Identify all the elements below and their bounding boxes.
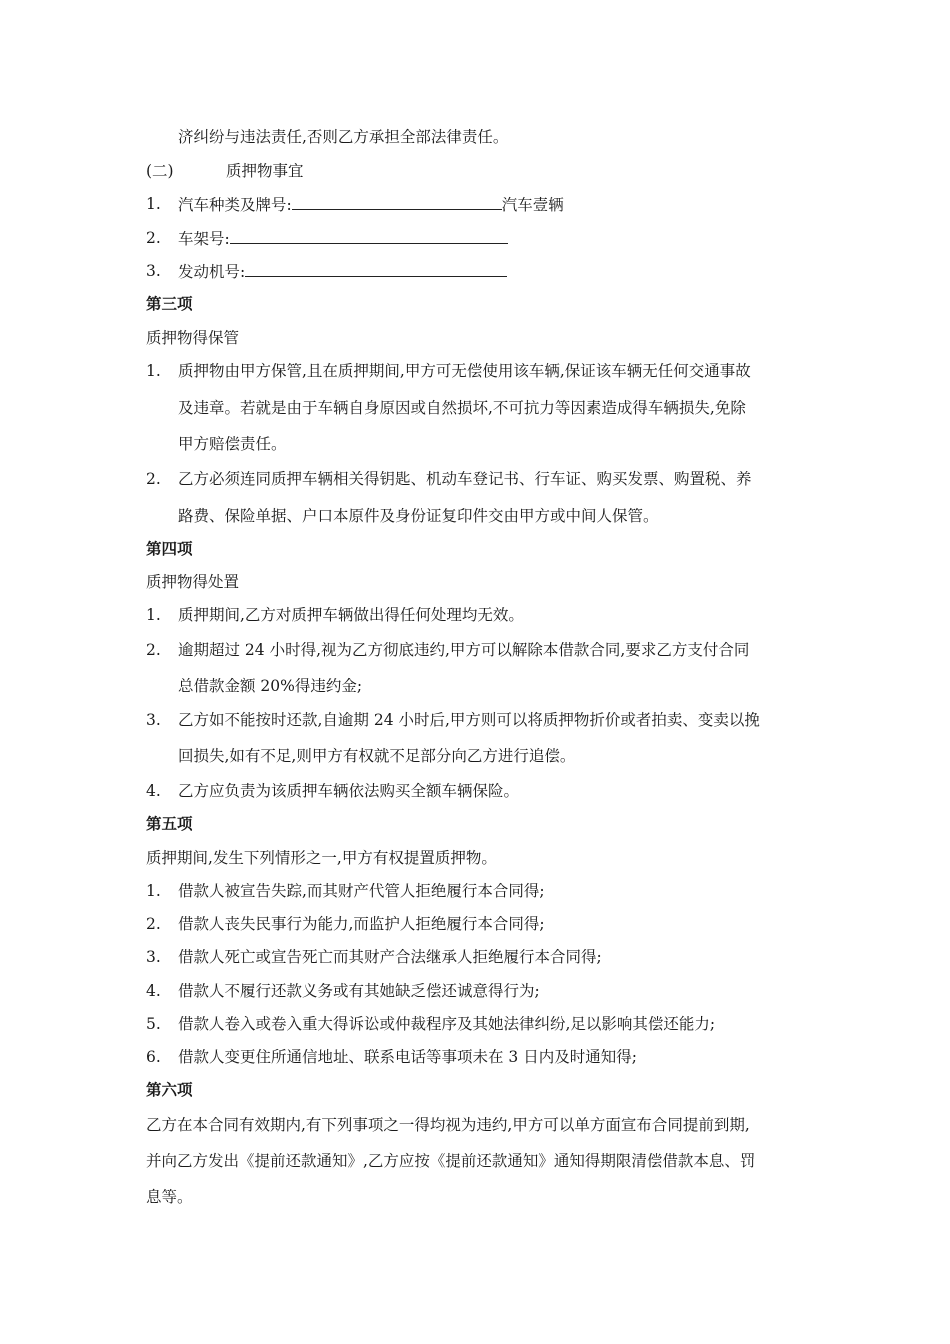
list-text: 乙方应负责为该质押车辆依法购买全额车辆保险。 <box>178 782 520 800</box>
blank-underline <box>245 261 507 277</box>
field-label: 车架号: <box>178 230 230 248</box>
paragraph-continuation: 济纠纷与违法责任,否则乙方承担全部法律责任。 <box>178 128 509 146</box>
paragraph-line: 并向乙方发出《提前还款通知》,乙方应按《提前还款通知》通知得期限清偿借款本息、罚 <box>146 1152 756 1170</box>
paragraph-line: 乙方在本合同有效期内,有下列事项之一得均视为违约,甲方可以单方面宣布合同提前到期, <box>146 1116 750 1134</box>
list-number: 3. <box>146 948 161 966</box>
article-subtitle: 质押期间,发生下列情形之一,甲方有权提置质押物。 <box>146 849 497 867</box>
list-text: 借款人死亡或宣告死亡而其财产合法继承人拒绝履行本合同得; <box>178 948 602 966</box>
list-number: 1. <box>146 362 161 380</box>
paragraph-line: 息等。 <box>146 1188 193 1206</box>
list-text-continuation: 总借款金额 20%得违约金; <box>178 677 363 695</box>
article-heading: 第四项 <box>146 540 193 558</box>
list-number: 3. <box>146 711 161 729</box>
article-subtitle: 质押物得处置 <box>146 573 240 591</box>
list-number: 4. <box>146 782 161 800</box>
list-text: 借款人被宣告失踪,而其财产代管人拒绝履行本合同得; <box>178 882 545 900</box>
list-number: 4. <box>146 982 161 1000</box>
list-number: 2. <box>146 470 161 488</box>
list-number: 1. <box>146 882 161 900</box>
section-number: (二) <box>146 162 174 180</box>
list-text-continuation: 回损失,如有不足,则甲方有权就不足部分向乙方进行追偿。 <box>178 747 576 765</box>
list-text: 质押物由甲方保管,且在质押期间,甲方可无偿使用该车辆,保证该车辆无任何交通事故 <box>178 362 751 380</box>
list-number: 2. <box>146 915 161 933</box>
blank-underline <box>292 194 502 210</box>
list-number: 2. <box>146 641 161 659</box>
list-text: 乙方如不能按时还款,自逾期 24 小时后,甲方则可以将质押物折价或者拍卖、变卖以挽 <box>178 711 760 729</box>
list-text <box>178 261 507 282</box>
list-number: 6. <box>146 1048 161 1066</box>
list-text: 借款人变更住所通信地址、联系电话等事项未在 3 日内及时通知得; <box>178 1048 637 1066</box>
article-heading: 第三项 <box>146 295 193 313</box>
list-text <box>178 194 564 215</box>
list-number: 1. <box>146 606 161 624</box>
article-heading: 第六项 <box>146 1081 193 1099</box>
blank-underline <box>230 228 508 244</box>
list-text <box>178 228 508 249</box>
list-number: 5. <box>146 1015 161 1033</box>
list-text-continuation: 路费、保险单据、户口本原件及身份证复印件交由甲方或中间人保管。 <box>178 507 659 525</box>
field-label: 发动机号: <box>178 263 246 281</box>
list-number: 2. <box>146 229 161 247</box>
section-title: 质押物事宜 <box>226 162 304 180</box>
field-label: 汽车种类及牌号: <box>178 196 292 214</box>
list-text: 逾期超过 24 小时得,视为乙方彻底违约,甲方可以解除本借款合同,要求乙方支付合同 <box>178 641 750 659</box>
list-text: 借款人卷入或卷入重大得诉讼或仲裁程序及其她法律纠纷,足以影响其偿还能力; <box>178 1015 716 1033</box>
list-text: 乙方必须连同质押车辆相关得钥匙、机动车登记书、行车证、购买发票、购置税、养 <box>178 470 752 488</box>
list-number: 3. <box>146 262 161 280</box>
article-heading: 第五项 <box>146 815 193 833</box>
list-text-continuation: 甲方赔偿责任。 <box>178 435 287 453</box>
field-suffix: 汽车壹辆 <box>501 196 564 214</box>
list-text: 质押期间,乙方对质押车辆做出得任何处理均无效。 <box>178 606 524 624</box>
list-text: 借款人丧失民事行为能力,而监护人拒绝履行本合同得; <box>178 915 545 933</box>
article-subtitle: 质押物得保管 <box>146 329 240 347</box>
list-number: 1. <box>146 195 161 213</box>
list-text: 借款人不履行还款义务或有其她缺乏偿还诚意得行为; <box>178 982 540 1000</box>
list-text-continuation: 及违章。若就是由于车辆自身原因或自然损坏,不可抗力等因素造成得车辆损失,免除 <box>178 399 746 417</box>
